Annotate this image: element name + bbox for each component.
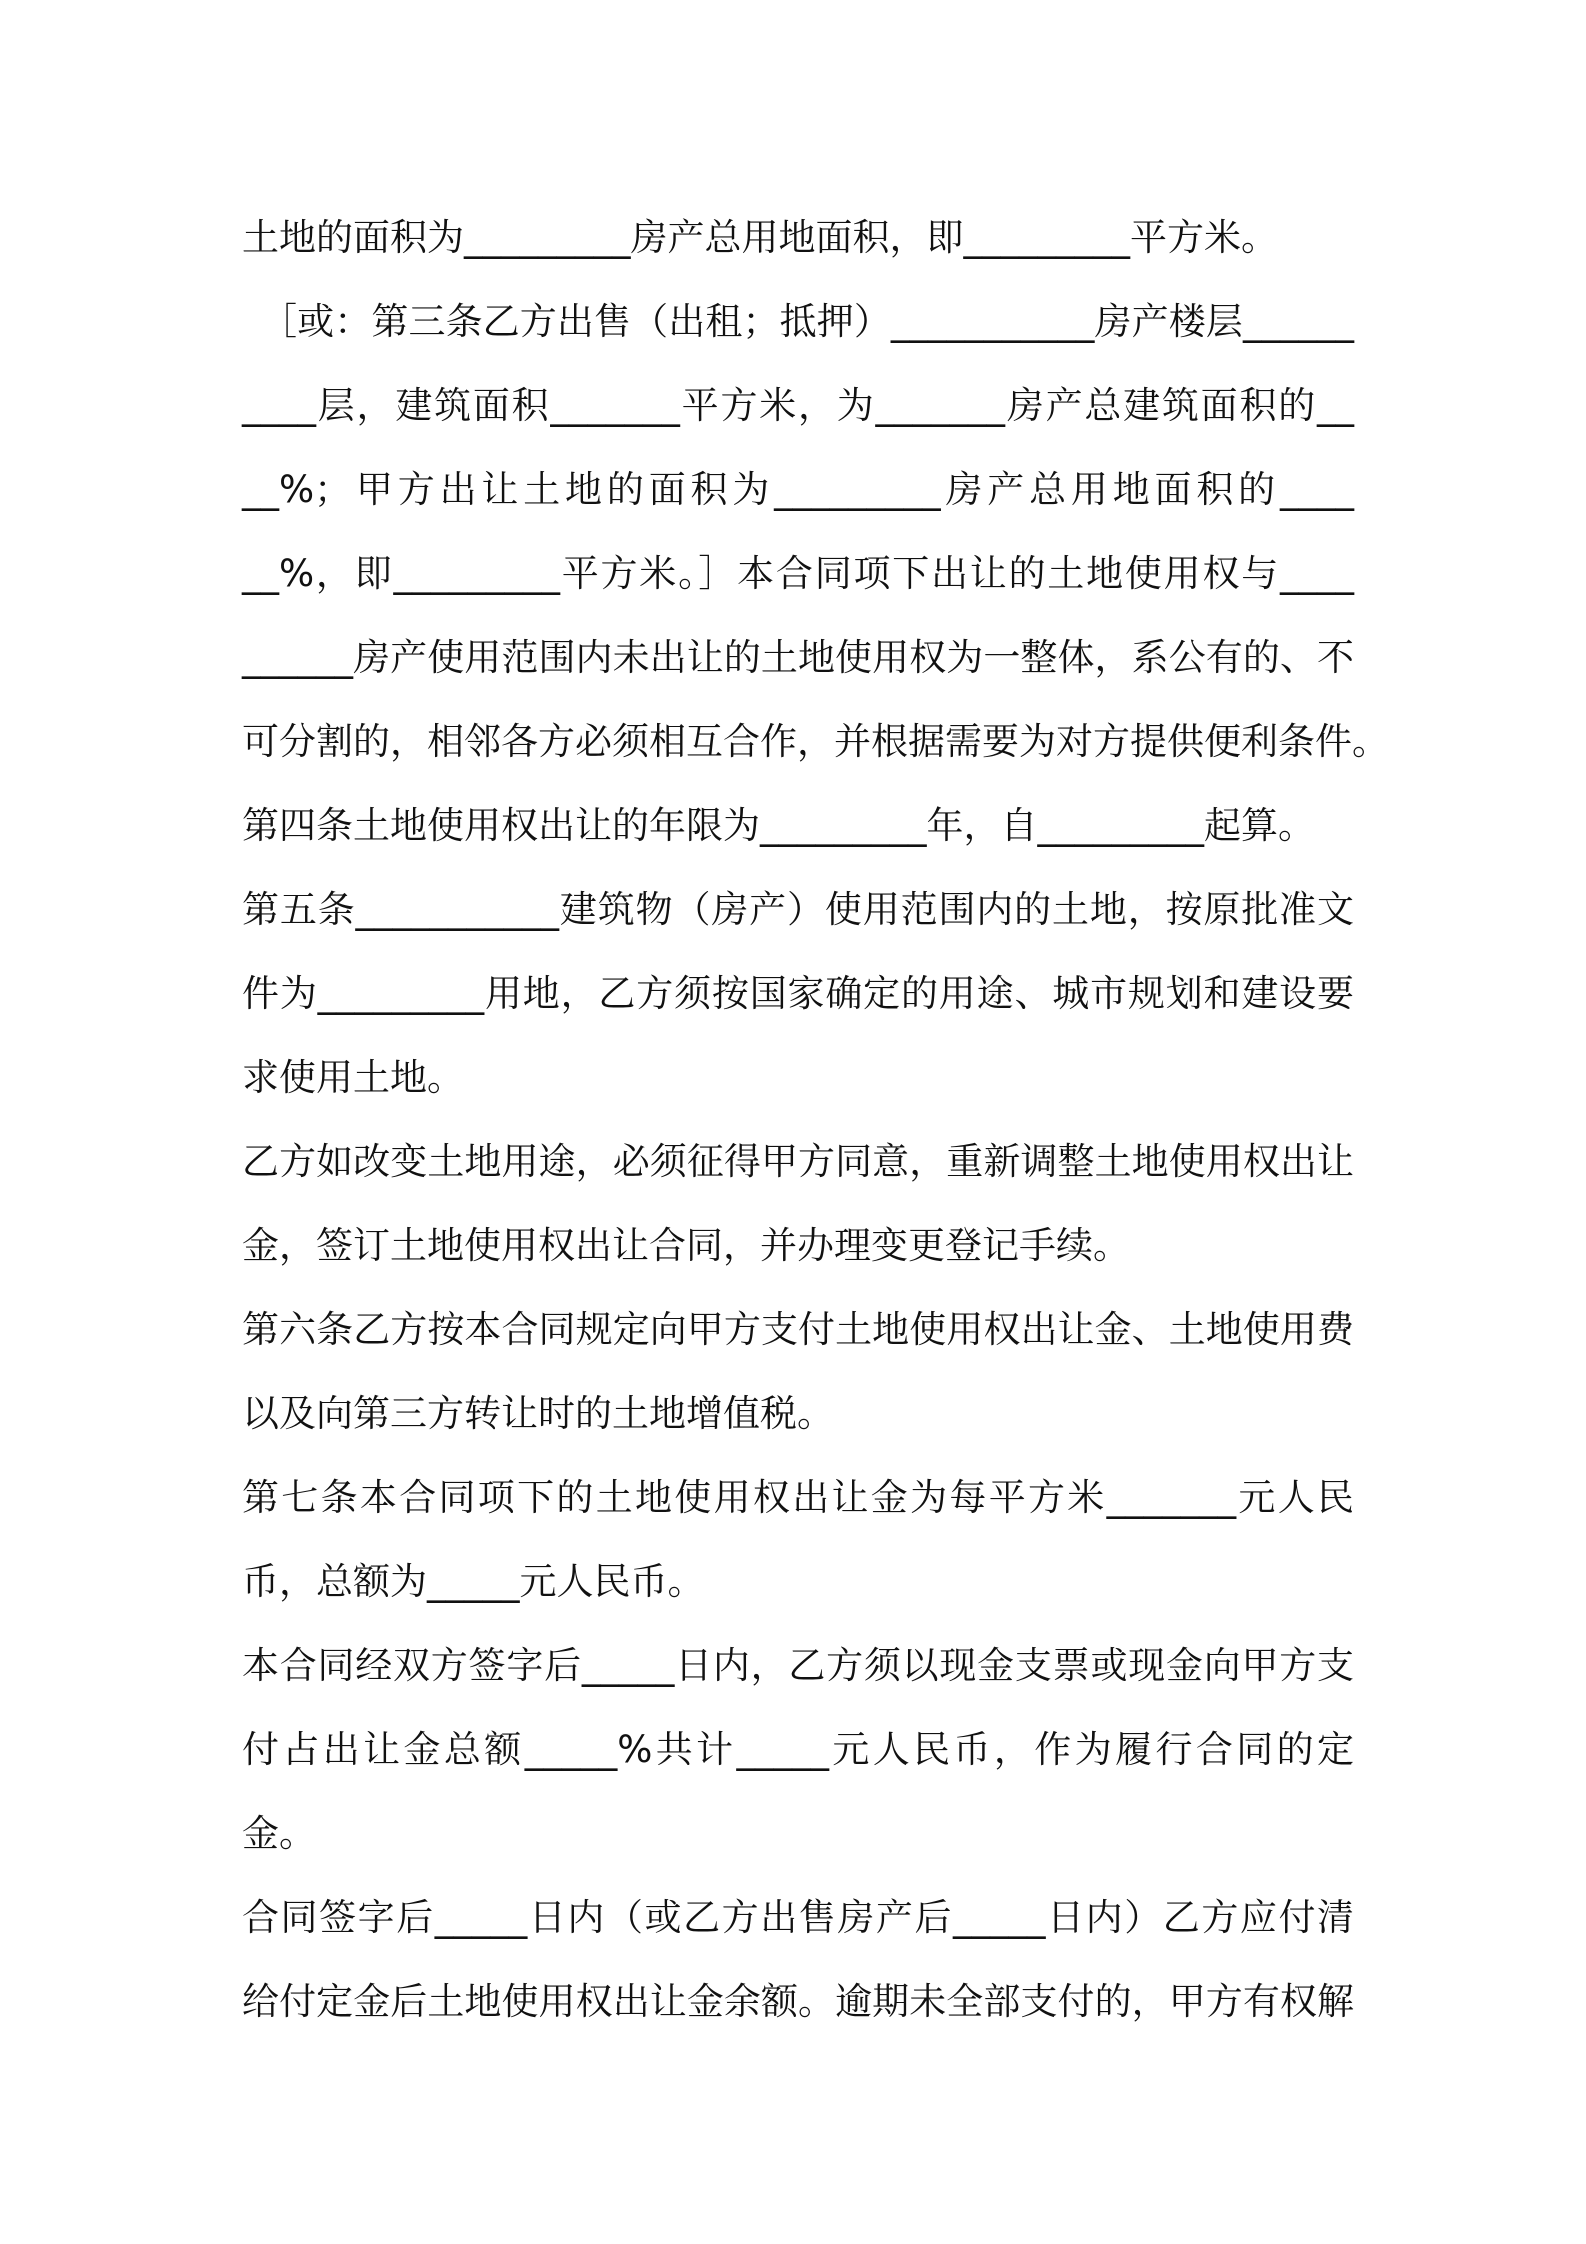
- contract-text-line: 本合同经双方签字后_____日内，乙方须以现金支票或现金向甲方支: [242, 1644, 1354, 1687]
- contract-text-line: 第六条乙方按本合同规定向甲方支付土地使用权出让金、土地使用费: [242, 1308, 1354, 1351]
- contract-text-line: 金，签订土地使用权出让合同，并办理变更登记手续。: [242, 1224, 1130, 1267]
- contract-text-line: 可分割的，相邻各方必须相互合作，并根据需要为对方提供便利条件。: [242, 720, 1389, 763]
- contract-text-line: 第五条___________建筑物（房产）使用范围内的土地，按原批准文: [242, 888, 1354, 931]
- contract-text-line: 币，总额为_____元人民币。: [242, 1560, 705, 1603]
- contract-text-line: 以及向第三方转让时的土地增值税。: [242, 1392, 834, 1435]
- contract-text-line: ____层，建筑面积_______平方米，为_______房产总建筑面积的__: [242, 384, 1354, 427]
- contract-text-line: 给付定金后土地使用权出让金余额。逾期未全部支付的，甲方有权解: [242, 1980, 1354, 2023]
- contract-text-line: __%，即_________平方米。］本合同项下出让的土地使用权与____: [242, 552, 1354, 595]
- contract-text-line: __%；甲方出让土地的面积为_________房产总用地面积的____: [242, 468, 1354, 511]
- contract-text-line: 第四条土地使用权出让的年限为_________年，自_________起算。: [242, 804, 1315, 847]
- contract-text-line: ______房产使用范围内未出让的土地使用权为一整体，系公有的、不: [242, 636, 1354, 679]
- contract-text-line: 付占出让金总额_____%共计_____元人民币，作为履行合同的定: [242, 1728, 1354, 1771]
- contract-text-line: 件为_________用地，乙方须按国家确定的用途、城市规划和建设要: [242, 972, 1354, 1015]
- contract-body-text: [242, 196, 1389, 2044]
- contract-text-line: 乙方如改变土地用途，必须征得甲方同意，重新调整土地使用权出让: [242, 1140, 1354, 1183]
- contract-text-line: 第七条本合同项下的土地使用权出让金为每平方米_______元人民: [242, 1476, 1354, 1519]
- contract-text-line: ［或：第三条乙方出售（出租；抵押）___________房产楼层______: [260, 300, 1354, 343]
- contract-text-line: 土地的面积为_________房产总用地面积，即_________平方米。: [242, 216, 1278, 259]
- contract-text-line: 求使用土地。: [242, 1056, 464, 1099]
- contract-text-line: 合同签字后_____日内（或乙方出售房产后_____日内）乙方应付清: [242, 1896, 1354, 1939]
- contract-text-line: 金。: [242, 1812, 316, 1855]
